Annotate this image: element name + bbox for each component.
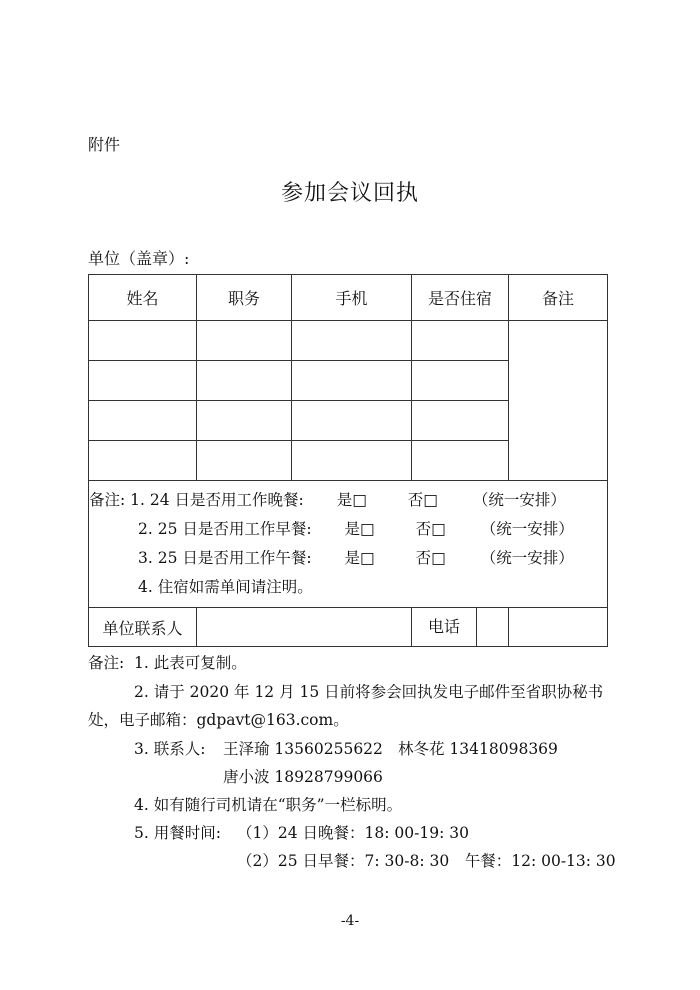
mobile-cell[interactable] bbox=[292, 321, 412, 361]
meal-line-dinner bbox=[89, 486, 607, 515]
contact-tang: 唐小波 18928799066 bbox=[223, 768, 383, 786]
unit-label: 单位（盖章）: bbox=[88, 249, 190, 268]
mobile-cell[interactable] bbox=[292, 361, 412, 401]
page-number: -4- bbox=[340, 913, 360, 929]
page-title: 参加会议回执 bbox=[280, 181, 419, 206]
table-row bbox=[89, 321, 608, 361]
mobile-cell[interactable] bbox=[292, 441, 412, 481]
meal-notes-cell bbox=[89, 481, 608, 608]
name-cell[interactable] bbox=[89, 441, 197, 481]
header-lodging: 是否住宿 bbox=[412, 275, 509, 321]
remarks-cell[interactable] bbox=[509, 321, 608, 481]
attachment-label: 附件 bbox=[88, 135, 121, 154]
header-remarks: 备注 bbox=[509, 275, 608, 321]
footnote-prefix: 备注: bbox=[88, 654, 125, 672]
footnote-item-4: 4. 如有随行司机请在“职务”一栏标明。 bbox=[134, 796, 403, 814]
contact-lin: 林冬花 13418098369 bbox=[398, 740, 558, 758]
header-name: 姓名 bbox=[89, 275, 197, 321]
position-cell[interactable] bbox=[197, 321, 292, 361]
footnote-item-2: 2. 请于 2020 年 12 月 15 日前将参会回执发电子邮件至省职协秘书 bbox=[134, 683, 604, 701]
lodging-cell[interactable] bbox=[412, 401, 509, 441]
meal-time-1: （1）24 日晚餐：18: 00-19: 30 bbox=[237, 824, 469, 842]
unified-arrangement-note: （统一安排） bbox=[472, 491, 566, 509]
yes-checkbox[interactable]: 是□ bbox=[344, 549, 375, 567]
header-mobile: 手机 bbox=[292, 275, 412, 321]
table-header-row bbox=[89, 275, 608, 321]
meal-line-breakfast bbox=[89, 515, 607, 544]
no-checkbox[interactable]: 否□ bbox=[415, 549, 446, 567]
meal-question: 3. 25 日是否用工作午餐: bbox=[138, 549, 312, 567]
meal-notes-row bbox=[89, 481, 608, 608]
meal-line-lunch bbox=[89, 544, 607, 573]
contact-person-label: 单位联系人 bbox=[89, 608, 197, 647]
contact-wang: 王泽瑜 13560255622 bbox=[223, 740, 383, 758]
no-checkbox[interactable]: 否□ bbox=[415, 520, 446, 538]
stay-note: 4. 住宿如需单间请注明。 bbox=[138, 578, 313, 596]
name-cell[interactable] bbox=[89, 401, 197, 441]
contact-row bbox=[89, 608, 608, 647]
meal-question: 2. 25 日是否用工作早餐: bbox=[138, 520, 312, 538]
meal-time-2: （2）25 日早餐：7: 30-8: 30 午餐：12: 00-13: 30 bbox=[237, 852, 616, 870]
footnote-item-5-label: 5. 用餐时间: bbox=[134, 824, 221, 842]
footnote-item-3-label: 3. 联系人: bbox=[134, 740, 206, 758]
unified-arrangement-note: （统一安排） bbox=[480, 520, 574, 538]
yes-checkbox[interactable]: 是□ bbox=[336, 491, 367, 509]
position-cell[interactable] bbox=[197, 441, 292, 481]
name-cell[interactable] bbox=[89, 321, 197, 361]
footnote-item-1: 1. 此表可复制。 bbox=[134, 654, 247, 672]
position-cell[interactable] bbox=[197, 401, 292, 441]
phone-label bbox=[412, 608, 509, 647]
phone-label-text: 电话 bbox=[412, 608, 477, 646]
lodging-cell[interactable] bbox=[412, 321, 509, 361]
position-cell[interactable] bbox=[197, 361, 292, 401]
yes-checkbox[interactable]: 是□ bbox=[344, 520, 375, 538]
footnote-item-2-cont: 处，电子邮箱：gdpavt@163.com。 bbox=[88, 711, 349, 729]
mobile-cell[interactable] bbox=[292, 401, 412, 441]
unified-arrangement-note: （统一安排） bbox=[480, 549, 574, 567]
header-position: 职务 bbox=[197, 275, 292, 321]
no-checkbox[interactable]: 否□ bbox=[407, 491, 438, 509]
contact-person-field[interactable] bbox=[197, 608, 412, 647]
meal-question: 1. 24 日是否用工作晚餐: bbox=[130, 491, 304, 509]
name-cell[interactable] bbox=[89, 361, 197, 401]
phone-field[interactable] bbox=[509, 608, 608, 647]
reply-form-table bbox=[88, 274, 608, 647]
lodging-cell[interactable] bbox=[412, 361, 509, 401]
remarks-prefix: 备注: bbox=[89, 491, 126, 509]
lodging-cell[interactable] bbox=[412, 441, 509, 481]
